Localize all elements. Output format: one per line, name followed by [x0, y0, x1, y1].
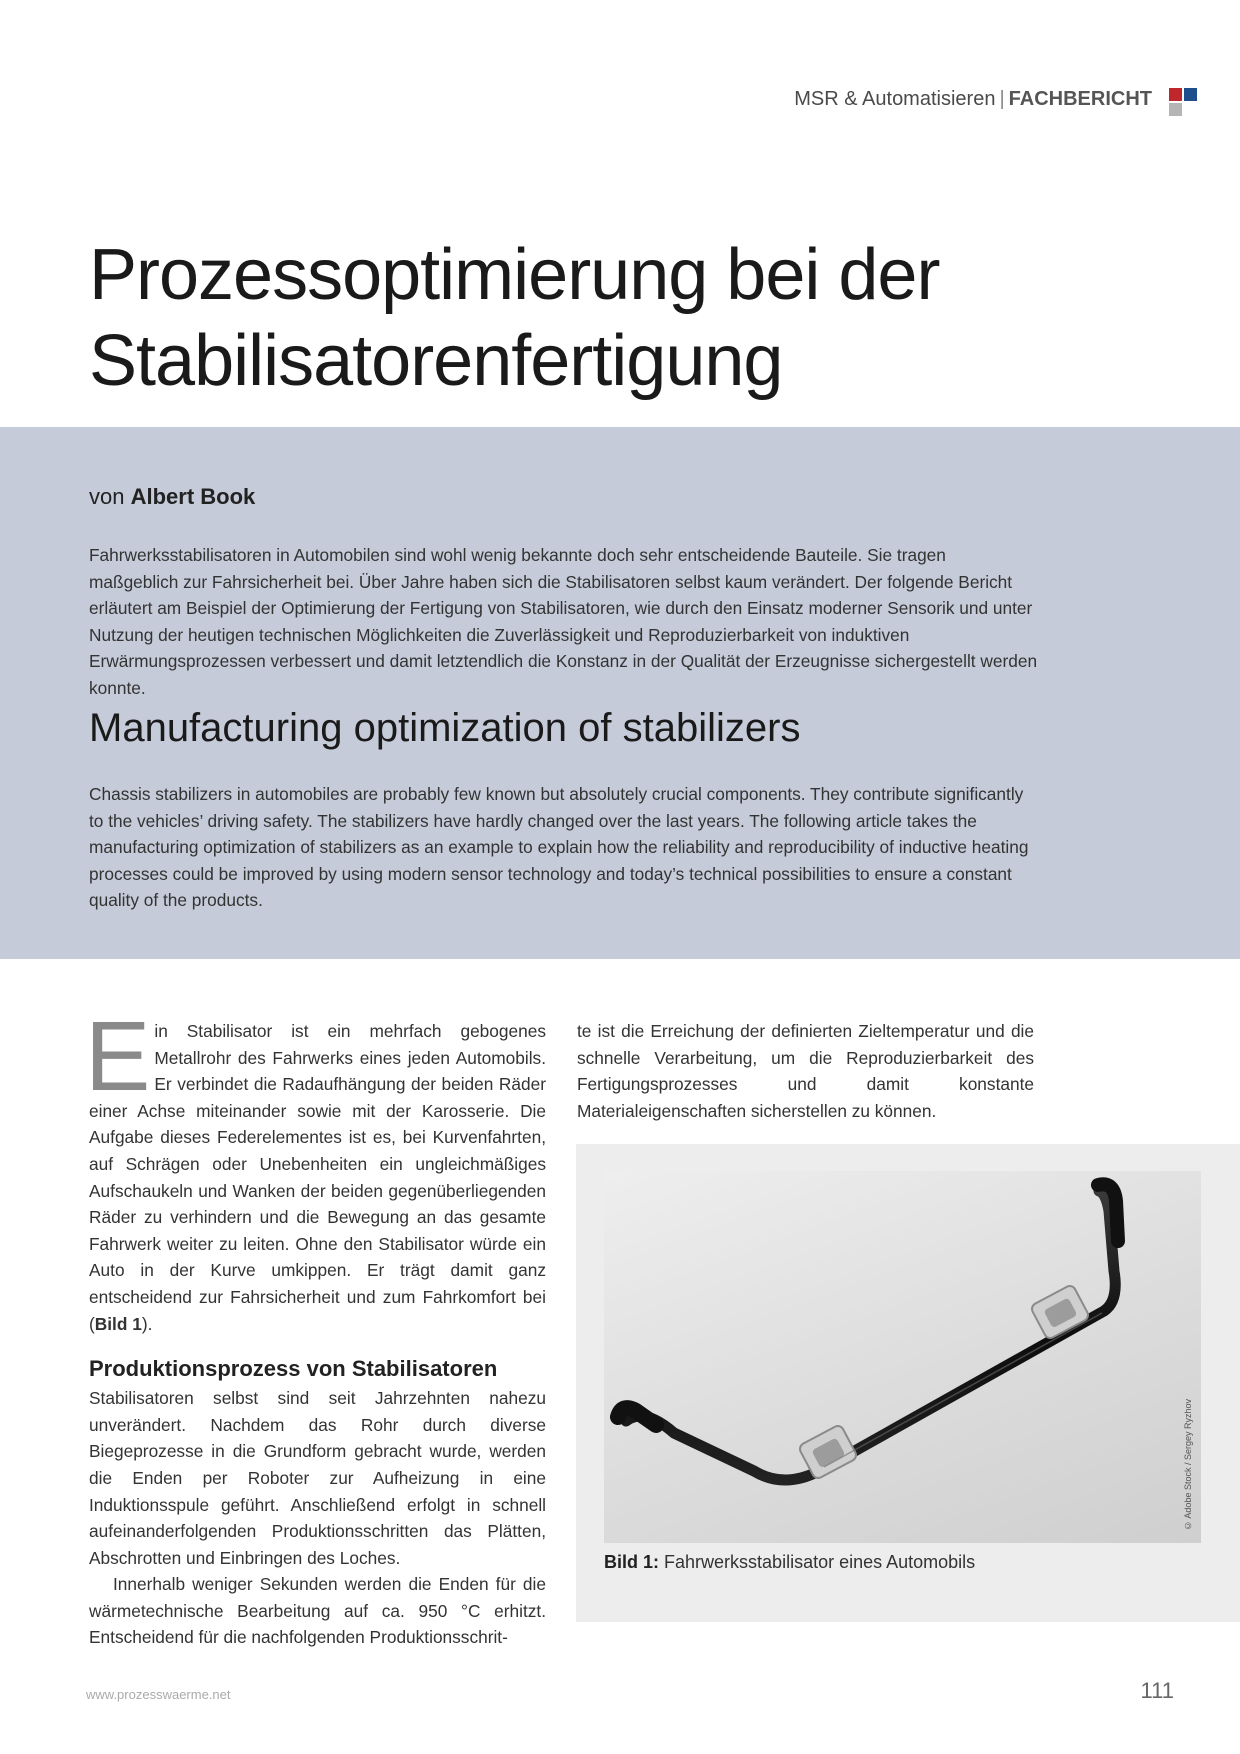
header-section: MSR & Automatisieren	[794, 88, 996, 110]
stabilizer-photo	[604, 1171, 1201, 1543]
logo-square-blue	[1184, 88, 1197, 101]
stabilizer-bar-illustration	[604, 1171, 1201, 1543]
logo-square-grey	[1169, 103, 1182, 116]
page-number: 111	[1140, 1678, 1174, 1703]
title-line-2: Stabilisatorenfertigung	[89, 321, 783, 401]
byline	[89, 484, 255, 510]
title-line-1: Prozessoptimierung bei der	[89, 235, 940, 315]
body-column-left	[85, 1001, 546, 1651]
photo-credit: © Adobe Stock / Sergey Ryzhov	[1183, 1399, 1193, 1531]
abstract-german: Fahrwerksstabilisatoren in Automobilen sind wohl wenig bekannte doch sehr entscheidende Bauteile. Sie tragen maßgeblich zur Fahrsicherheit bei. Über Jahre haben sich die Stabilisatoren selbst kaum verändert. Der folgende Bericht erläutert am Beispiel der Optimierung der Fertigung von Stabilisatoren, wie durch den Einsatz moderner Sensorik und unter Nutzung der heutigen technischen Möglichkeiten die Zuverlässigkeit und Reproduzierbarkeit von induktiven Erwärmungsprozessen verbessert und damit letztendlich die Konstanz in der Qualität der Erzeugnisse sichergestellt werden konnte.	[89, 545, 1038, 698]
caption-label: Bild 1:	[604, 1552, 660, 1572]
abstract-english: Chassis stabilizers in automobiles are probably few known but absolutely crucial components. They contribute significantly to the vehicles’ driving safety. The stabilizers have hardly changed over the last years. The following article takes the manufacturing optimization of stabilizers as an example to explain how the reliability and reproducibility of inductive heating processes could be improved by using modern sensor technology and today’s technical possibilities to ensure a constant quality of the products.	[89, 784, 1029, 910]
article-title	[89, 232, 1149, 404]
figure-caption	[604, 1552, 975, 1573]
byline-prefix: von	[89, 484, 125, 509]
bushing-right	[1030, 1284, 1090, 1340]
caption-text: Fahrwerksstabilisator eines Automobils	[664, 1552, 976, 1572]
author-name: Albert Book	[130, 484, 256, 509]
header-separator: |	[999, 88, 1005, 110]
intro-paragraph	[85, 1001, 546, 1337]
body-column-right	[577, 1018, 1034, 1124]
subheading-production: Produktionsprozess von Stabilisatoren	[89, 1356, 498, 1382]
intro-text: in Stabilisator ist ein mehrfach gebogenes Metallrohr des Fahrwerks eines jeden Automobils. Er verbindet die Radaufhängung der beiden Räder einer Achse miteinander sowie mit der Karosserie. Die Aufgabe dieses Federelementes ist es, bei Kurvenfahrten, auf Schrägen oder Unebenheiten ein ungleichmäßiges Aufschaukeln und Wanken der beiden gegenüberliegenden Räder zu verhindern und die Bewegung an das gesamte Fahrwerk weiter zu leiten. Ohne den Stabilisator würde ein Auto in der Kurve umkippen. Er trägt damit ganz entscheidend zur Fahrsicherheit und zum Fahrkomfort bei (	[89, 1021, 546, 1334]
figure-reference: Bild 1	[94, 1313, 142, 1334]
footer-url[interactable]: www.prozesswaerme.net	[86, 1687, 231, 1702]
paragraph-continuation: te ist die Erreichung der definierten Zieltemperatur und die schnelle Verarbeitung, um die Reproduzierbarkeit des Fertigungsprozesses und damit konstante Materialeigenschaften sicherstellen zu können.	[577, 1021, 1034, 1121]
header-section-line	[794, 88, 1152, 111]
logo-square-red	[1169, 88, 1182, 101]
paragraph-heating: Innerhalb weniger Sekunden werden die Enden für die wärmetechnische Bearbeitung auf ca. 950 °C erhitzt. Entscheidend für die nachfolgenden Produktionsschrit-	[89, 1574, 546, 1648]
abstract-english-title: Manufacturing optimization of stabilizers	[89, 706, 801, 750]
paragraph-production: Stabilisatoren selbst sind seit Jahrzehnten nahezu unverändert. Nachdem das Rohr durch diverse Biegeprozesse in die Grundform gebracht wurde, werden die Enden per Roboter zur Aufheizung in eine Induktionsspule geführt. Anschließend erfolgt in schnell aufeinanderfolgenden Produktionsschritten das Plätten, Abschrotten und Einbringen des Loches.	[89, 1388, 546, 1568]
dropcap: E	[85, 1001, 151, 1111]
header-tag: FACHBERICHT	[1008, 88, 1152, 110]
intro-end: ).	[141, 1313, 153, 1334]
publisher-logo	[1169, 88, 1199, 118]
